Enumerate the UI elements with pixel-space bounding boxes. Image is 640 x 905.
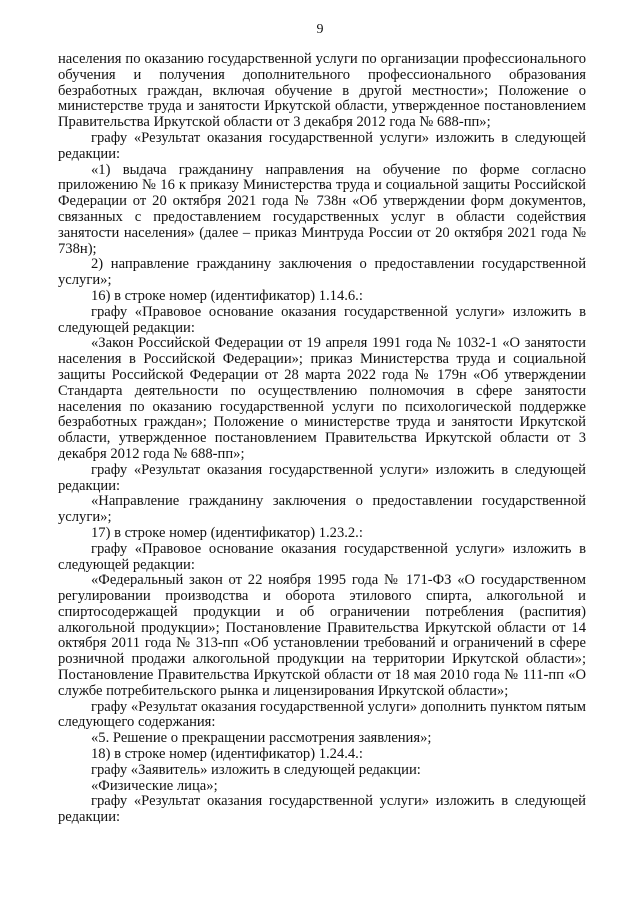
paragraph: 16) в строке номер (идентификатор) 1.14.6.: [91, 287, 363, 304]
paragraph: «Федеральный закон от 22 ноября 1995 года № 171-ФЗ «О государственном регулировании производства и оборота этилового спирта, алкогольной и спиртосодержащей продукции и об ограничении потребления (распития) алкогольной продукции»; Постановление Правительства Иркутской области от 14 октября 2011 года № 313-пп «Об установлении требований и ограничений в сфере розничной продажи алкогольной продукции на территории Иркутской области»; Постановление Правительства Иркутской области от 18 мая 2010 года № 111-пп «О службе потребительского рынка и лицензирования Иркутской области»; [58, 572, 586, 699]
paragraph: графу «Правовое основание оказания государственной услуги» изложить в следующей редакции: [58, 540, 586, 573]
paragraph: графу «Результат оказания государственной услуги» изложить в следующей редакции: [58, 793, 586, 826]
page-number: 9 [316, 22, 324, 37]
paragraph: 17) в строке номер (идентификатор) 1.23.2.: [91, 524, 363, 541]
paragraph: 18) в строке номер (идентификатор) 1.24.4.: [91, 746, 363, 763]
paragraph: «1) выдача гражданину направления на обучение по форме согласно приложению № 16 к приказу Министерства труда и социальной защиты Российской Федерации от 20 октября 2021 года № 738н «Об утверждении форм документов, связанных с предоставлением государственных услуг в области содействия занятости населения» (далее – приказ Минтруда России от 20 октября 2021 года № 738н); [58, 161, 586, 257]
paragraph: графу «Результат оказания государственной услуги» изложить в следующей редакции: [58, 129, 586, 162]
paragraph: графу «Правовое основание оказания государственной услуги» изложить в следующей редакции: [58, 303, 586, 336]
paragraph: графу «Результат оказания государственной услуги» изложить в следующей редакции: [58, 461, 586, 494]
paragraph: «Физические лица»; [91, 777, 218, 794]
paragraph: «Закон Российской Федерации от 19 апреля 1991 года № 1032-1 «О занятости населения в Российской Федерации»; приказ Министерства труда и социальной защиты Российской Федерации от 28 марта 2022 года № 179н «Об утверждении Стандарта деятельности по осуществлению полномочия в сфере занятости населения по оказанию государственной услуги по психологической поддержке безработных граждан»; Положение о министерстве труда и занятости Иркутской области, утвержденное постановлением Правительства Иркутской области от 3 декабря 2012 года № 688-пп»; [58, 335, 586, 462]
paragraph: графу «Заявитель» изложить в следующей редакции: [91, 761, 421, 778]
paragraph: графу «Результат оказания государственной услуги» дополнить пунктом пятым следующего содержания: [58, 698, 586, 731]
paragraph: 2) направление гражданину заключения о предоставлении государственной услуги»; [58, 256, 586, 289]
document-body [58, 52, 586, 826]
paragraph: «5. Решение о прекращении рассмотрения заявления»; [91, 730, 432, 747]
paragraph: «Направление гражданину заключения о предоставлении государственной услуги»; [58, 493, 586, 526]
paragraph: населения по оказанию государственной услуги по организации профессионального обучения и получения дополнительного профессионального образования безработных граждан, включая обучение в другой местности»; Положение о министерстве труда и занятости Иркутской области, утвержденное постановлением Правительства Иркутской области от 3 декабря 2012 года № 688-пп»; [58, 51, 586, 131]
